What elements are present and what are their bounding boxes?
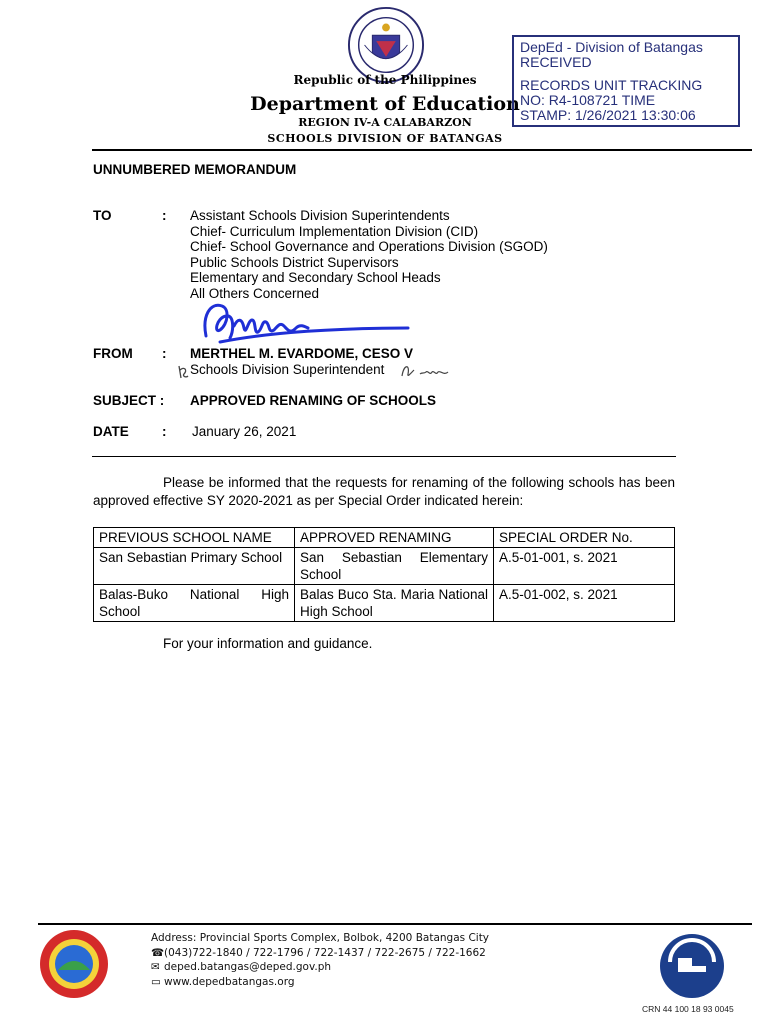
- date-label: DATE: [93, 424, 129, 439]
- recipient-item: Assistant Schools Division Superintendents: [190, 208, 450, 223]
- header-republic: Republic of the Philippines: [293, 73, 477, 87]
- stamp-line-4: NO: R4-108721 TIME: [520, 92, 656, 108]
- division-logo: [38, 928, 110, 1000]
- recipient-item: Public Schools District Supervisors: [190, 254, 399, 270]
- footer-address: Address: Provincial Sports Complex, Bolbok, 4200 Batangas City: [151, 932, 490, 944]
- body-paragraph: Please be informed that the requests for renaming of the following schools has been approved effective SY 2020-2021 as per Special Order indicated herein:: [93, 475, 675, 508]
- from-colon: :: [162, 346, 167, 361]
- footer-contact: [151, 931, 489, 990]
- stamp-line-2: RECEIVED: [520, 54, 592, 70]
- table-cell: Balas-Buko National High School: [94, 585, 295, 622]
- recipient-item: All Others Concerned: [190, 285, 320, 301]
- table-row: [94, 548, 675, 585]
- handwritten-initials: [398, 360, 454, 382]
- computer-icon: ▭: [151, 976, 161, 989]
- sender-name: MERTHEL M. EVARDOME, CESO V: [190, 346, 414, 361]
- recipient-item: Chief- Curriculum Implementation Division (CID): [190, 223, 479, 239]
- footer-phone-line: [151, 946, 489, 961]
- footer-divider: [38, 923, 752, 925]
- subject-label: SUBJECT :: [93, 393, 165, 408]
- to-label: TO: [93, 208, 112, 223]
- tuv-iso-certification-logo: [656, 932, 728, 1000]
- handwritten-signature: [200, 296, 412, 348]
- recipient-item: Chief- School Governance and Operations Division (SGOD): [190, 239, 548, 254]
- table-cell: A.5-01-001, s. 2021: [494, 548, 675, 585]
- footer-email[interactable]: deped.batangas@deped.gov.ph: [164, 961, 332, 974]
- table-cell: San Sebastian Primary School: [94, 548, 295, 585]
- stamp-line-5: STAMP: 1/26/2021 13:30:06: [520, 107, 696, 123]
- column-header: APPROVED RENAMING: [295, 528, 494, 548]
- footer-web-line: [151, 975, 489, 990]
- from-label: FROM: [93, 346, 133, 361]
- subject-text: APPROVED RENAMING OF SCHOOLS: [190, 393, 437, 408]
- date-colon: :: [162, 424, 167, 439]
- header-division: SCHOOLS DIVISION OF BATANGAS: [267, 132, 503, 145]
- memo-title: UNNUMBERED MEMORANDUM: [93, 162, 297, 177]
- phone-icon: ☎: [151, 946, 165, 959]
- renaming-table: [93, 527, 675, 622]
- header-divider: [92, 149, 752, 151]
- received-stamp: [512, 35, 740, 127]
- crn-number: CRN 44 100 18 93 0045: [642, 1004, 734, 1014]
- handwritten-initials: [176, 362, 190, 382]
- stamp-line-3: RECORDS UNIT TRACKING: [520, 77, 703, 93]
- header-department: Department of Education: [250, 93, 520, 115]
- table-cell: A.5-01-002, s. 2021: [494, 585, 675, 622]
- memo-date: January 26, 2021: [192, 424, 297, 439]
- body-divider: [92, 456, 676, 457]
- footer-website[interactable]: www.depedbatangas.org: [164, 976, 295, 989]
- column-header: PREVIOUS SCHOOL NAME: [94, 528, 295, 548]
- sender-title: Schools Division Superintendent: [190, 362, 385, 377]
- header-region: REGION IV-A CALABARZON: [298, 116, 472, 129]
- to-colon: :: [162, 208, 167, 223]
- table-cell: Balas Buco Sta. Maria National High School: [295, 585, 494, 622]
- footer-email-line: [151, 960, 489, 975]
- table-row: [94, 585, 675, 622]
- recipient-list: [190, 208, 548, 301]
- recipient-item: Elementary and Secondary School Heads: [190, 270, 441, 285]
- table-cell: San Sebastian Elementary School: [295, 548, 494, 585]
- stamp-line-1: DepEd - Division of Batangas: [520, 39, 703, 55]
- footer-phone: (043)722-1840 / 722-1796 / 722-1437 / 722-2675 / 722-1662: [164, 946, 486, 959]
- envelope-icon: ✉: [151, 961, 160, 974]
- column-header: SPECIAL ORDER No.: [494, 528, 675, 548]
- closing-line: For your information and guidance.: [163, 636, 373, 651]
- table-header-row: [94, 528, 675, 548]
